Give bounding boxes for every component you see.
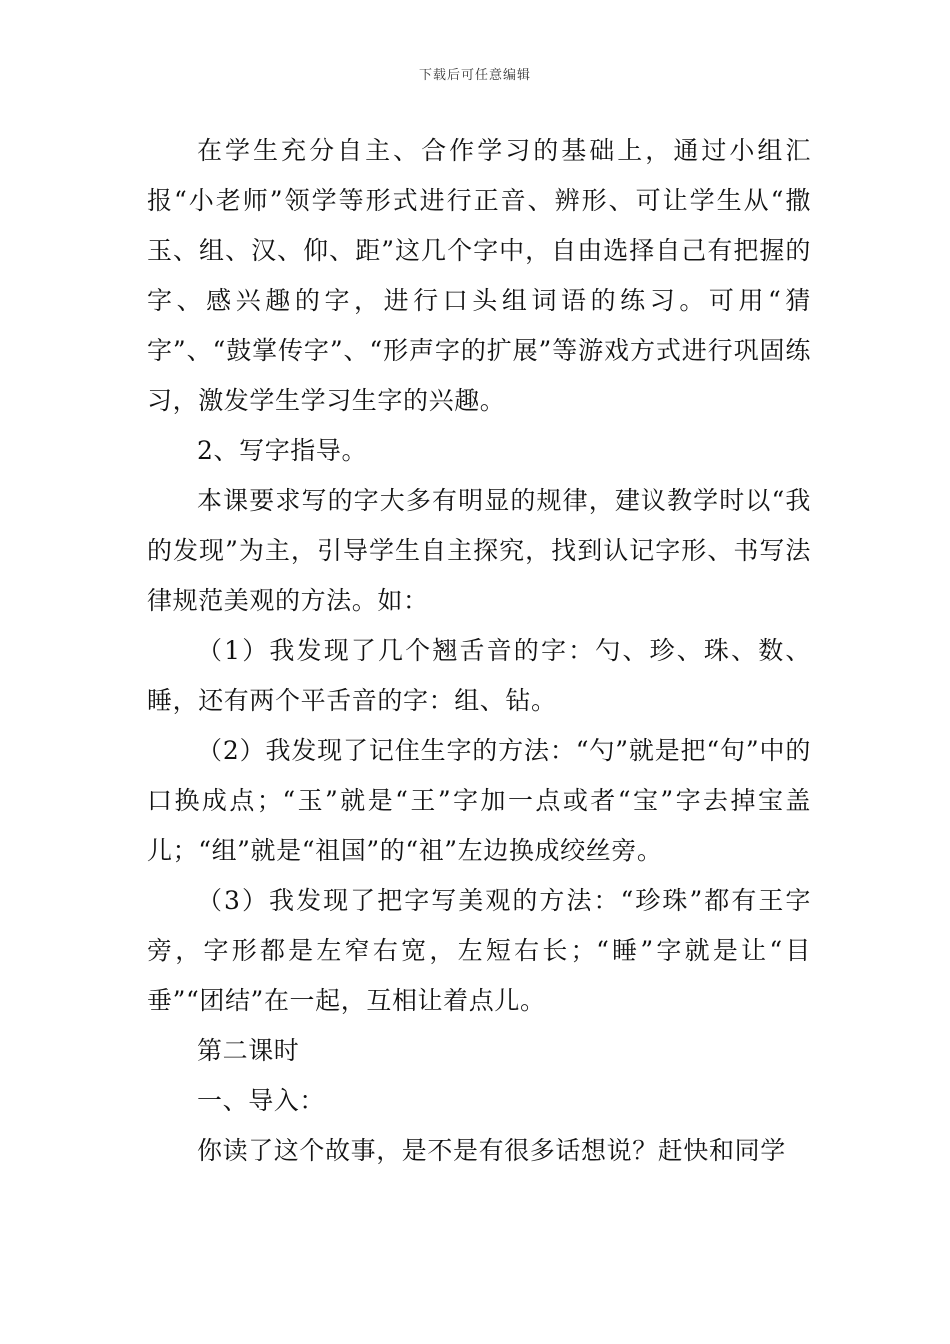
page-header: 下载后可任意编辑 [418,68,531,83]
paragraph-discovery-3: （3）我发现了把字写美观的方法：“珍珠”都有王字旁，字形都是左窄右宽，左短右长；“睡”字就是让“目垂”“团结”在一起，互相让着点儿。 [147,886,811,1015]
section-heading-writing-guidance: 2、写字指导。 [197,436,368,465]
heading-introduction: 一、导入： [197,1086,326,1115]
paragraph-writing-rules: 本课要求写的字大多有明显的规律，建议教学时以“我的发现”为主，引导学生自主探究，找到认记字形、书写法律规范美观的方法。如： [147,486,811,615]
paragraph-introduction: 你读了这个故事，是不是有很多话想说？赶快和同学 [197,1136,786,1165]
paragraph-discovery-2: （2）我发现了记住生字的方法：“勺”就是把“句”中的口换成点；“玉”就是“王”字加一点或者“宝”字去掉宝盖儿；“组”就是“祖国”的“祖”左边换成绞丝旁。 [147,736,811,865]
paragraph-word-recognition: 在学生充分自主、合作学习的基础上，通过小组汇报“小老师”领学等形式进行正音、辨形、可让学生从“撒玉、组、汉、仰、距”这几个字中，自由选择自己有把握的字、感兴趣的字，进行口头组词语的练习。可用“猜字”、“鼓掌传字”、“形声字的扩展”等游戏方式进行巩固练习，激发学生学习生字的兴趣。 [147,136,811,415]
heading-second-lesson: 第二课时 [197,1036,300,1065]
document-body [147,126,811,1176]
paragraph-discovery-1: （1）我发现了几个翘舌音的字：勺、珍、珠、数、睡，还有两个平舌音的字：组、钻。 [147,636,811,715]
